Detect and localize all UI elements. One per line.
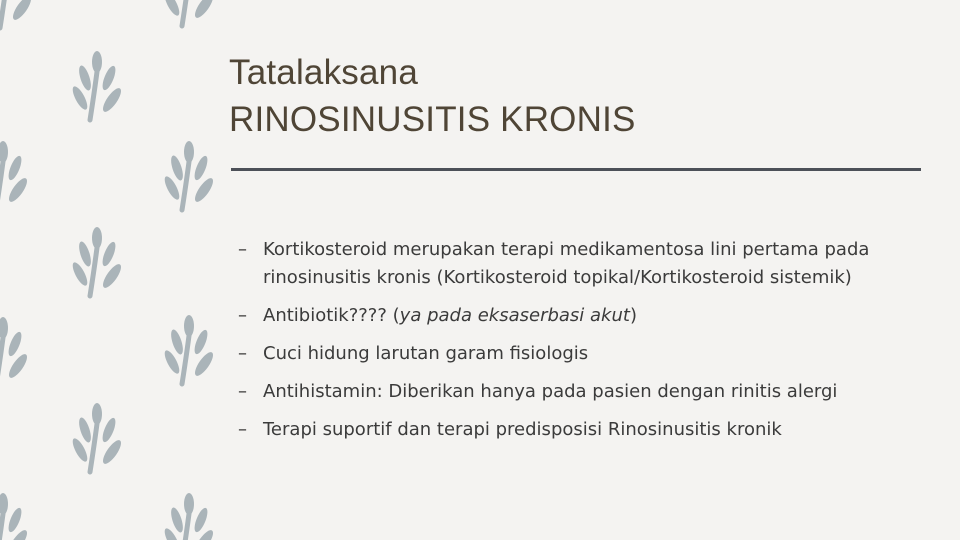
leaf-sprig-icon (0, 493, 30, 540)
bullet-text-italic: ya pada eksaserbasi akut (399, 305, 630, 326)
leaf-sprig-icon (0, 141, 30, 210)
bullet-item (238, 416, 918, 444)
leaf-sprig-icon (162, 315, 216, 384)
leaf-sprig-icon (70, 403, 124, 472)
bullet-text: Cuci hidung larutan garam fisiologis (263, 343, 589, 364)
leaf-sprig-icon (162, 0, 216, 26)
bullet-item (238, 302, 918, 330)
bullet-text-suffix: ) (629, 305, 637, 326)
bullet-marker: – (238, 239, 247, 260)
bullet-marker: – (238, 381, 247, 402)
leaf-sprig-icon (70, 51, 124, 120)
slide-title-line-1: Tatalaksana (229, 53, 418, 92)
leaf-sprig-icon (162, 141, 216, 210)
bullet-marker: – (238, 343, 247, 364)
bullet-item (238, 378, 918, 406)
bullet-item (238, 340, 918, 368)
bullet-item (238, 236, 918, 292)
leaf-sprig-icon (162, 493, 216, 540)
bullet-marker: – (238, 419, 247, 440)
leaf-sprig-icon (0, 0, 34, 28)
bullet-text-prefix: Antibiotik???? ( (263, 305, 400, 326)
slide-title-line-2: RINOSINUSITIS KRONIS (229, 100, 636, 139)
bullet-text: Kortikosteroid merupakan terapi medikamentosa lini pertama pada rinosinusitis kronis (Kortikosteroid topikal/Kortikosteroid sistemik) (263, 239, 870, 288)
leaf-sprig-icon (70, 227, 124, 296)
leaf-pattern (0, 0, 230, 540)
leaf-sprig-icon (0, 317, 30, 386)
title-divider (231, 168, 921, 171)
bullet-marker: – (238, 305, 247, 326)
bullet-text: Antihistamin: Diberikan hanya pada pasien dengan rinitis alergi (263, 381, 838, 402)
bullet-text: Terapi suportif dan terapi predisposisi Rinosinusitis kronik (263, 419, 782, 440)
bullet-list (238, 236, 918, 444)
